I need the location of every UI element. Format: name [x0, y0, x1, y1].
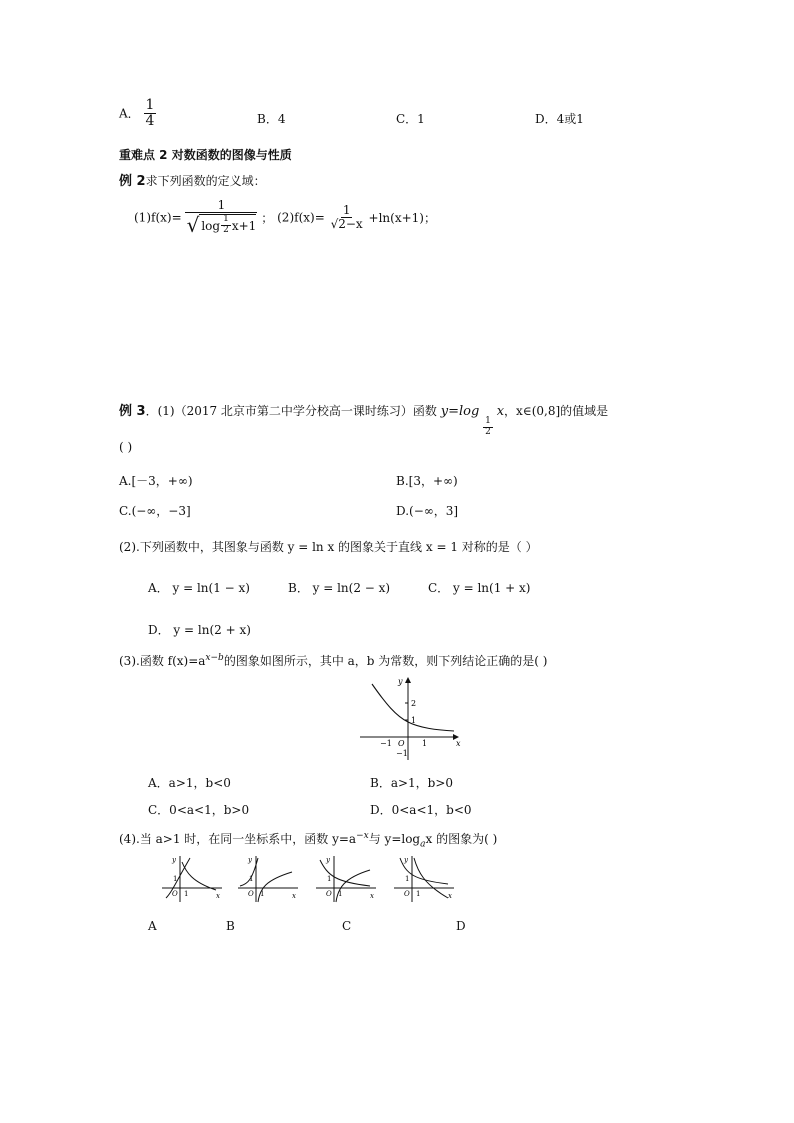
- p3-option-b: B．a>1，b>0: [370, 776, 454, 790]
- fraction-one-quarter: $\frac{1}{4}$: [145, 97, 155, 130]
- p1-option-d: D.(−∞，3]: [396, 504, 459, 518]
- example3-part2: (2).下列函数中，其图象与函数 y = ln x 的图象关于直线 x = 1 对称的是（ ）: [119, 540, 538, 554]
- example3-part1: 例 3．(1)（2017 北京市第二中学分校高一课时练习）函数 y=log $\frac{1}{2}$ x，x∈(0,8]的值域是: [119, 404, 609, 437]
- q1-option-b: B．4: [257, 112, 286, 126]
- p3-option-a: A．a>1，b<0: [148, 776, 231, 790]
- example3-part3: (3).函数 $f(x)=a^{x-b}$的图象如图所示，其中 a，b 为常数，则下列结论正确的是( ): [119, 653, 548, 668]
- tick-neg1-x: −1: [380, 739, 392, 748]
- p1-option-b: B.[3，+∞): [396, 474, 458, 488]
- tick-neg1-y: −1: [396, 749, 408, 758]
- tick-1-x: 1: [422, 739, 428, 748]
- graph-label-d: D: [456, 919, 466, 933]
- svg-text:x: x: [292, 892, 296, 900]
- svg-text:x: x: [370, 892, 374, 900]
- tick-2: 2: [411, 699, 417, 708]
- p2-option-b: B． y = ln(2 − x): [288, 581, 391, 595]
- p2-option-d: D． y = ln(2 + x): [148, 623, 251, 637]
- svg-text:y: y: [172, 856, 176, 864]
- p2-option-c: C． y = ln(1 + x): [428, 581, 531, 595]
- example2-formula: (1)f(x)= 1 √ log $\frac{1}{2}$ x+1 ； (2)f(x)= $\frac{1}{√2-x}$ +ln(x+1)；: [134, 198, 436, 237]
- svg-text:O: O: [172, 890, 178, 898]
- svg-text:O: O: [404, 890, 410, 898]
- graph-label-a: A: [148, 919, 157, 933]
- p1-option-c: C.(−∞，−3]: [119, 504, 191, 518]
- svg-text:1: 1: [416, 890, 421, 898]
- example3-part4: (4).当 a>1 时，在同一坐标系中，函数 $y=a^{-x}$与 $y=\log_ax$ 的图象为( ): [119, 831, 498, 850]
- graph-label-c: C: [342, 919, 352, 933]
- svg-text:O: O: [326, 890, 332, 898]
- graph-option-a: [160, 852, 226, 904]
- q1-option-d: D．4或1: [535, 112, 584, 126]
- svg-text:1: 1: [184, 890, 189, 898]
- svg-text:1: 1: [249, 875, 254, 883]
- svg-text:y: y: [248, 856, 252, 864]
- p2-option-a: A． y = ln(1 − x): [148, 581, 250, 595]
- axis-label-y: y: [398, 677, 403, 686]
- svg-text:y: y: [404, 856, 408, 864]
- p1-option-a: A.[－3，+∞): [119, 474, 193, 488]
- svg-text:1: 1: [173, 875, 178, 883]
- axis-label-x: x: [456, 739, 461, 748]
- graph-option-d: [392, 852, 458, 904]
- graph-option-c: [314, 852, 380, 904]
- svg-text:x: x: [448, 892, 452, 900]
- formula1-fraction: 1 √ log $\frac{1}{2}$ x+1: [186, 198, 257, 237]
- formula1-sqrt: √ log $\frac{1}{2}$ x+1: [186, 213, 257, 237]
- p3-option-d: D．0<a<1，b<0: [370, 803, 472, 817]
- p3-option-c: C．0<a<1，b>0: [148, 803, 250, 817]
- graph-option-b: [236, 852, 302, 904]
- section-title: 重难点 2 对数函数的图像与性质: [119, 148, 292, 162]
- example3-part1-paren: ( ): [119, 440, 133, 454]
- formula2-fraction: $\frac{1}{√2-x}$: [330, 202, 363, 231]
- exponential-graph: [358, 672, 468, 764]
- q1-option-c: C．1: [396, 112, 425, 126]
- svg-text:1: 1: [260, 890, 265, 898]
- example2-heading: 例 2求下列函数的定义域：: [119, 174, 266, 189]
- svg-text:1: 1: [338, 890, 343, 898]
- svg-text:1: 1: [405, 875, 410, 883]
- svg-text:y: y: [326, 856, 330, 864]
- svg-text:O: O: [248, 890, 254, 898]
- tick-1: 1: [411, 716, 417, 725]
- origin-label: O: [398, 739, 405, 748]
- curve-log: [182, 862, 216, 890]
- svg-text:1: 1: [327, 875, 332, 883]
- graph-label-b: B: [226, 919, 235, 933]
- svg-text:x: x: [216, 892, 220, 900]
- q1-option-a: A． $\frac{1}{4}$: [119, 97, 155, 130]
